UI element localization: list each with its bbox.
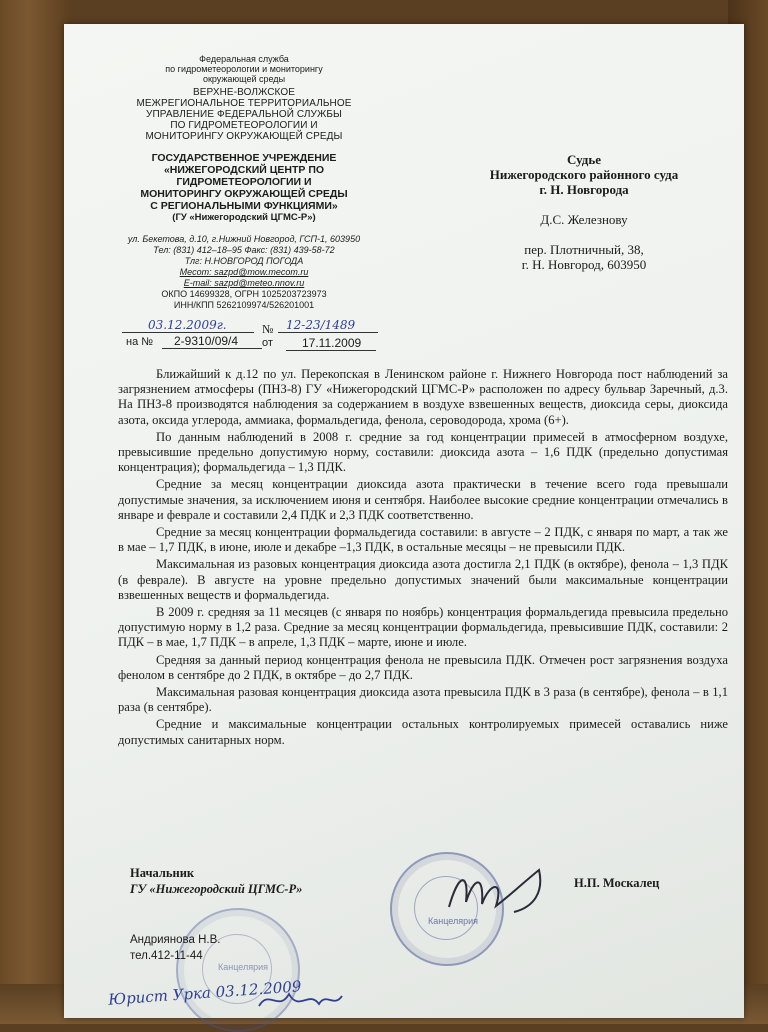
- executor-phone: тел.412-11-44: [130, 950, 203, 962]
- body-paragraph: Максимальная из разовых концентрация диоксида азота достигла 2,1 ПДК (в октябре), фенола – 1,3 ПДК (в феврале). В августе на уровне предельно допустимых значений были максимальные концентрации взвешенных веществ и формальдегида.: [118, 557, 728, 602]
- outgoing-date: 03.12.2009г.: [148, 318, 227, 332]
- body-paragraph: Средние и максимальные концентрации остальных контролируемых примесей оставались ниже допустимых санитарных норм.: [118, 717, 728, 747]
- agency-name: Федеральная служба по гидрометеорологии и мониторингу окружающей среды: [165, 54, 323, 84]
- signatory-title-1: Начальник: [130, 866, 195, 880]
- ref-from-label: от: [262, 337, 273, 349]
- registry-block: ОКПО 14699328, ОГРН 1025203723973 ИНН/КПП 5262109974/526201001: [161, 289, 327, 310]
- wood-background-left: [0, 0, 70, 1024]
- letter-body: [118, 367, 728, 750]
- registry-stamp-label: Канцелярия: [218, 962, 269, 972]
- outgoing-number: 12-23/1489: [286, 318, 356, 332]
- institution-name: ГОСУДАРСТВЕННОЕ УЧРЕЖДЕНИЕ «НИЖЕГОРОДСКИЙ ЦЕНТР ПО ГИДРОМЕТЕОРОЛОГИИ И МОНИТОРИНГУ ОКРУЖАЮЩЕЙ СРЕДЫ С РЕГИОНАЛЬНЫМИ ФУНКЦИЯМИ» (ГУ «Нижегородский ЦГМС-Р»): [140, 152, 348, 223]
- regional-office-name: ВЕРХНЕ-ВОЛЖСКОЕ МЕЖРЕГИОНАЛЬНОЕ ТЕРРИТОРИАЛЬНОЕ УПРАВЛЕНИЕ ФЕДЕРАЛЬНОЙ СЛУЖБЫ ПО ГИДРОМЕТЕОРОЛОГИИ И МОНИТОРИНГУ ОКРУЖАЮЩЕЙ СРЕДЫ: [136, 87, 352, 142]
- body-paragraph: По данным наблюдений в 2008 г. средние за год концентрации примесей в атмосферном воздухе, превысившие предельно допустимую норму, составили: диоксида азота – 1,6 ПДК (предельно допустимая концентрация); формальдегида – 1,3 ПДК.: [118, 429, 728, 475]
- addressee-address-1: пер. Плотничный, 38,: [524, 242, 644, 257]
- document-sheet: [64, 24, 744, 1018]
- addressee-address-2: г. Н. Новгород, 603950: [521, 257, 647, 272]
- addressee-name: Д.С. Железнову: [540, 212, 628, 227]
- signature-scribble: [444, 862, 564, 922]
- body-paragraph: Средние за месяц концентрации формальдегида составили: в августе – 2 ПДК, с января по март, а так же в мае – 1,7 ПДК, в июне, июле и декабре –1,3 ПДК, в остальные месяцы – не превысили ПДК.: [118, 525, 728, 555]
- executor-name: Андриянова Н.В.: [130, 934, 221, 946]
- ref-prefix: на №: [126, 336, 154, 348]
- contact-block: ул. Бекетова, д.10, г.Нижний Новгород, ГСП-1, 603950 Тел: (831) 412–18–95 Факс: (831) 439-58-72 Тлг: Н.НОВГОРОД ПОГОДА Mecom: sazpd@mow.mecom.ru E-mail: sazpd@meteo.nnov.ru: [127, 234, 361, 288]
- body-paragraph: Ближайший к д.12 по ул. Перекопская в Ленинском районе г. Нижнего Новгорода пост наблюдений за загрязнением атмосферы (ПНЗ-8) ГУ «Нижегородский ЦГМС-Р» расположен по адресу бульвар Заречный, д.3. На ПНЗ-8 производятся наблюдения за содержанием в воздухе взвешенных веществ, диоксида серы, диоксида азота, оксида углерода, аммиака, формальдегида, фенола, сероводорода, хрома (6+).: [118, 367, 728, 427]
- signatory-title-2: ГУ «Нижегородский ЦГМС-Р»: [130, 882, 303, 896]
- body-paragraph: В 2009 г. средняя за 11 месяцев (с января по ноябрь) концентрация формальдегида превысила предельно допустимую норму в 1,2 раза. Средние за месяц концентрации формальдегида, превысившие ПДК, составили: 2 ПДК – в мае, 1,7 ПДК – в апреле, 1,3 ПДК – марте, июне и июле.: [118, 605, 728, 650]
- signatory-name: Н.П. Москалец: [574, 876, 660, 890]
- seal-label: Канцелярия: [428, 916, 479, 926]
- addressee-block: Судье Нижегородского районного суда г. Н. Новгорода Д.С. Железнову пер. Плотничный, 38, г. Н. Новгород, 603950: [474, 152, 694, 272]
- ref-date-underline: [286, 350, 376, 351]
- ref-date: 17.11.2009: [302, 336, 362, 350]
- letterhead: [124, 54, 364, 311]
- body-paragraph: Максимальная разовая концентрация диоксида азота превысила ПДК в 3 раза (в сентябре), фенола – в 1,1 раза (в сентябре).: [118, 685, 728, 715]
- number-label: №: [262, 322, 274, 336]
- date-underline: [122, 332, 254, 333]
- handwritten-scribble: [254, 984, 344, 1014]
- ref-number-underline: [162, 348, 262, 349]
- handwritten-note: Юрист Урка 03.12.2009: [107, 977, 302, 1009]
- number-underline: [278, 332, 378, 333]
- body-paragraph: Средняя за данный период концентрация фенола не превысила ПДК. Отмечен рост загрязнения воздуха фенолом в сентябре до 2 ПДК, в октябре – до 2,7 ПДК.: [118, 652, 728, 682]
- body-paragraph: Средние за месяц концентрации диоксида азота практически в течение всего года превышали допустимые значения, за исключением июня и сентября. Наиболее высокие средние концентрации отмечались в январе и феврале и составили 2,4 ПДК и 2,3 ПДК соответственно.: [118, 477, 728, 522]
- ref-number: 2-9310/09/4: [174, 334, 239, 348]
